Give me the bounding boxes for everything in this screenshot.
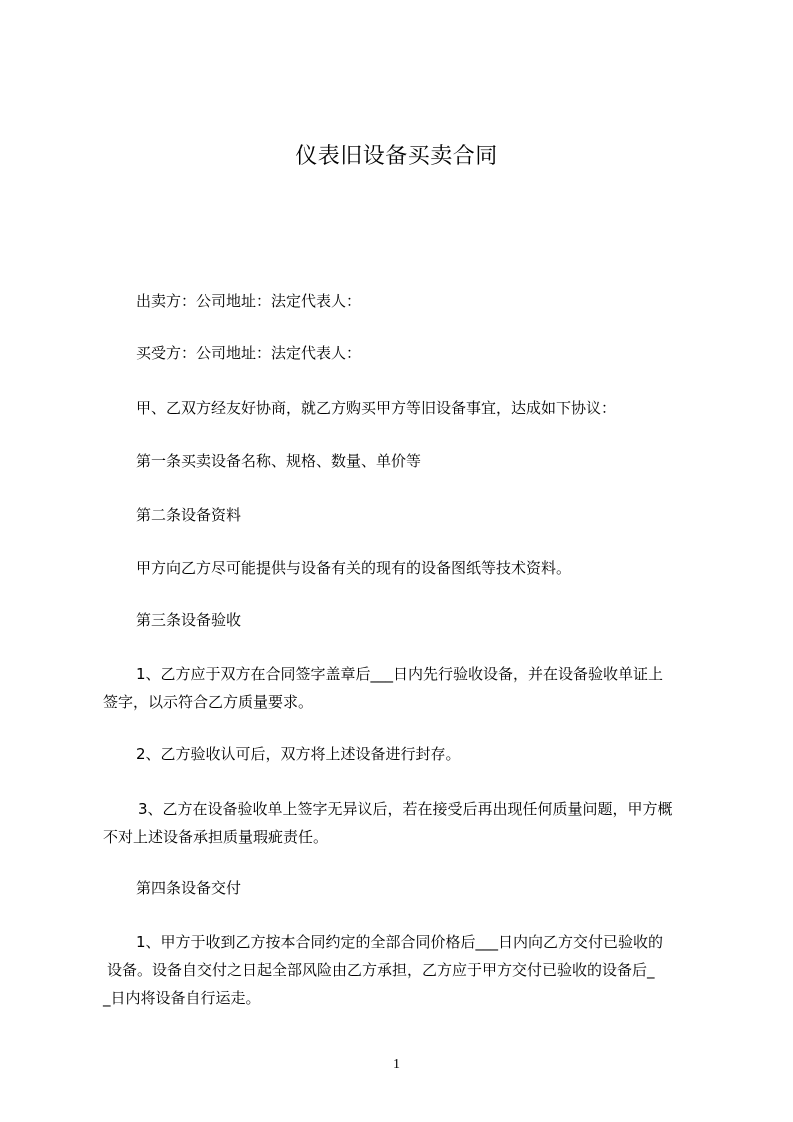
article-2-heading xyxy=(136,501,736,529)
paragraph-line: _日内将设备自行运走。 xyxy=(103,989,261,1007)
paragraph-preamble xyxy=(136,394,736,422)
paragraph-line: 签字，以示符合乙方质量要求。 xyxy=(103,693,314,711)
article-3-clause-1 xyxy=(103,660,703,716)
paragraph-line: 第一条买卖设备名称、规格、数量、单价等 xyxy=(136,452,422,470)
article-3-clause-3 xyxy=(103,795,703,851)
article-2-body xyxy=(136,554,736,582)
paragraph-line: 第二条设备资料 xyxy=(136,506,242,524)
page-number: 1 xyxy=(393,1057,400,1072)
paragraph-line: 甲方向乙方尽可能提供与设备有关的现有的设备图纸等技术资料。 xyxy=(136,559,572,577)
paragraph-line: 1、甲方于收到乙方按本合同约定的全部合同价格后___日内向乙方交付已验收的 xyxy=(136,933,664,951)
paragraph-buyer xyxy=(136,339,736,367)
document-title: 仪表旧设备买卖合同 xyxy=(295,144,498,169)
article-4-clause-1 xyxy=(103,928,703,1012)
article-3-clause-2 xyxy=(136,740,736,768)
paragraph-line: 不对上述设备承担质量瑕疵责任。 xyxy=(103,828,329,846)
article-4-heading xyxy=(136,874,736,902)
article-1-heading xyxy=(136,447,736,475)
paragraph-line: 3、乙方在设备验收单上签字无异议后，若在接受后再出现任何质量问题，甲方概 xyxy=(138,800,673,818)
paragraph-line: 甲、乙双方经友好协商，就乙方购买甲方等旧设备事宜，达成如下协议： xyxy=(136,399,617,417)
paragraph-line: 1、乙方应于双方在合同签字盖章后___日内先行验收设备，并在设备验收单证上 xyxy=(136,665,664,683)
paragraph-seller xyxy=(136,287,736,315)
paragraph-line: 买受方：公司地址：法定代表人： xyxy=(136,344,362,362)
paragraph-line: 第四条设备交付 xyxy=(136,879,242,897)
paragraph-line: 设备。设备自交付之日起全部风险由乙方承担，乙方应于甲方交付已验收的设备后_ xyxy=(107,961,655,979)
paragraph-line: 出卖方：公司地址：法定代表人： xyxy=(136,292,362,310)
article-3-heading xyxy=(136,606,736,634)
paragraph-line: 第三条设备验收 xyxy=(136,611,242,629)
paragraph-line: 2、乙方验收认可后，双方将上述设备进行封存。 xyxy=(136,745,461,763)
